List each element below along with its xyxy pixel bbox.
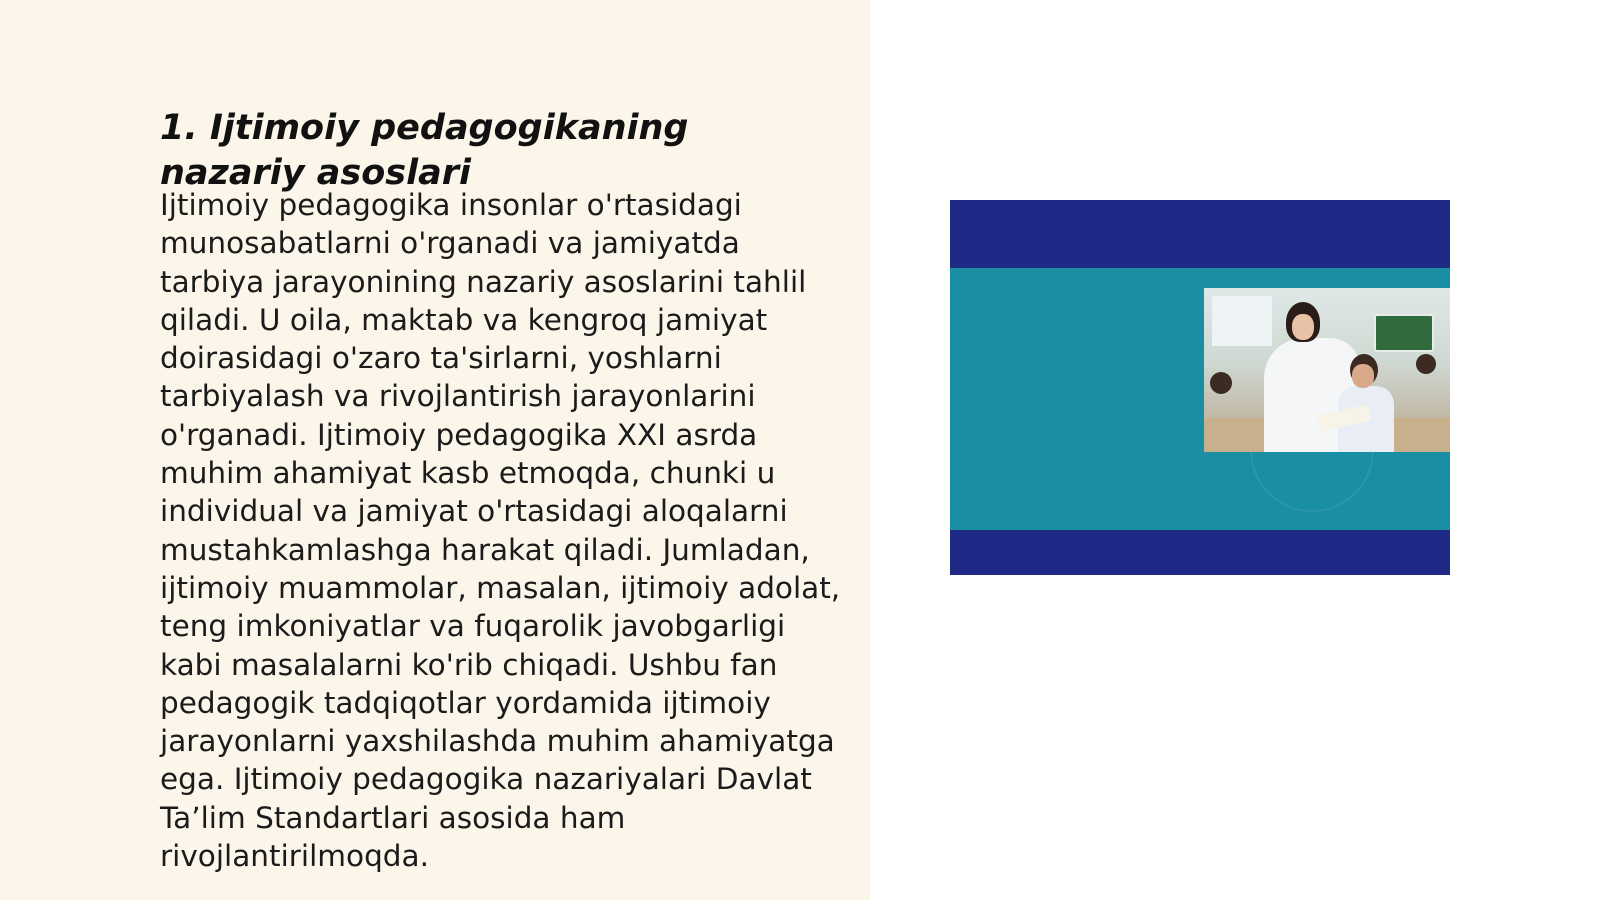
slide-title: 1. Ijtimoiy pedagogikaning nazariy asoslari xyxy=(160,108,689,193)
slide-body-text: Ijtimoiy pedagogika insonlar o'rtasidagi munosabatlarni o'rganadi va jamiyatda tarbiya jarayonining nazariy asoslarini tahlil qiladi. U oila, maktab va kengroq jamiyat doirasidagi o'zaro ta'sirlarni, yoshlarni tarbiyalash va rivojlantirish jarayonlarini o'rganadi. Ijtimoiy pedagogika XXI asrda muhim ahamiyat kasb etmoqda, chunki u individual va jamiyat o'rtasidagi aloqalarni mustahkamlashga harakat qiladi. Jumladan, ijtimoiy muammolar, masalan, ijtimoiy adolat, teng imkoniyatlar va fuqarolik javobgarligi kabi masalalarni ko'rib chiqadi. Ushbu fan pedagogik tadqiqotlar yordamida ijtimoiy jarayonlarni yaxshilashda muhim ahamiyatga ega. Ijtimoiy pedagogika nazariyalari Davlat Ta’lim Standartlari asosida ham rivojlantirilmoqda. xyxy=(160,188,841,874)
classroom-photo xyxy=(1204,288,1450,452)
slide-thumbnail-image xyxy=(950,200,1450,575)
